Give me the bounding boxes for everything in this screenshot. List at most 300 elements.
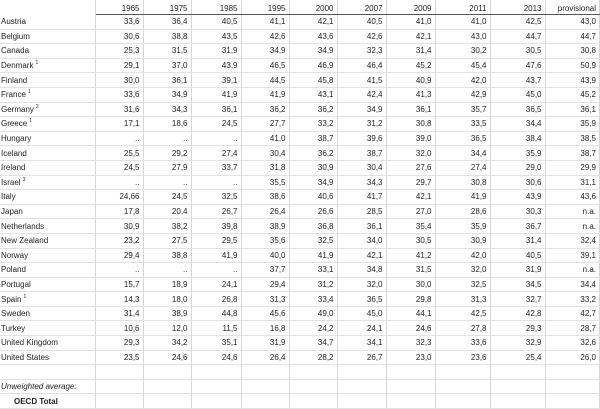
- value-cell: 30,5: [386, 233, 435, 248]
- value-cell: 42,7: [545, 306, 600, 321]
- empty-cell: [490, 379, 545, 394]
- value-cell: ..: [191, 175, 241, 190]
- value-cell: 31,8: [241, 160, 289, 175]
- table-row: [0, 277, 600, 292]
- value-cell: 28,2: [289, 350, 337, 365]
- value-cell: 46,5: [241, 58, 289, 73]
- value-cell: 36,1: [143, 73, 191, 88]
- table-row: [0, 29, 600, 44]
- country-name: Netherlands: [1, 221, 45, 231]
- value-cell: 32,9: [490, 336, 545, 351]
- column-header: 1965: [95, 0, 143, 15]
- value-cell: 29,7: [386, 175, 435, 190]
- value-cell: 26,4: [241, 350, 289, 365]
- table-row: [0, 87, 600, 102]
- value-cell: 33,6: [95, 87, 143, 102]
- value-cell: 41,1: [241, 15, 289, 30]
- value-cell: ..: [143, 131, 191, 146]
- value-cell: ..: [143, 175, 191, 190]
- empty-cell: [435, 394, 490, 409]
- value-cell: 40,6: [289, 190, 337, 205]
- table-row: [0, 204, 600, 219]
- value-cell: 45,4: [435, 58, 490, 73]
- value-cell: 42,6: [337, 29, 386, 44]
- value-cell: 32,6: [545, 336, 600, 351]
- table-row: [0, 117, 600, 132]
- table-row: [0, 233, 600, 248]
- table-row: [0, 263, 600, 278]
- value-cell: 11,5: [191, 321, 241, 336]
- value-cell: 30,4: [337, 160, 386, 175]
- value-cell: 36,1: [386, 102, 435, 117]
- empty-cell: [545, 379, 600, 394]
- value-cell: 34,3: [337, 175, 386, 190]
- value-cell: 25,3: [95, 44, 143, 59]
- value-cell: 40,5: [337, 15, 386, 30]
- value-cell: 31,3: [435, 292, 490, 307]
- value-cell: 23,5: [95, 350, 143, 365]
- value-cell: 43,0: [545, 15, 600, 30]
- country-cell: [0, 219, 95, 234]
- table-row: [0, 336, 600, 351]
- empty-cell: [191, 365, 241, 380]
- value-cell: 31,4: [490, 233, 545, 248]
- value-cell: 17,8: [95, 204, 143, 219]
- value-cell: 29,2: [143, 146, 191, 161]
- country-name: Spain: [1, 294, 22, 304]
- empty-cell: [337, 365, 386, 380]
- value-cell: 41,0: [386, 15, 435, 30]
- value-cell: 44,1: [386, 306, 435, 321]
- value-cell: 31,9: [191, 44, 241, 59]
- value-cell: 32,3: [386, 336, 435, 351]
- value-cell: 38,5: [545, 131, 600, 146]
- empty-cell: [289, 379, 337, 394]
- value-cell: 44,8: [191, 306, 241, 321]
- country-name: Canada: [1, 46, 30, 56]
- table-row: [0, 350, 600, 365]
- value-cell: 40,5: [191, 15, 241, 30]
- value-cell: 38,4: [490, 131, 545, 146]
- table-row: [0, 15, 600, 30]
- empty-cell: [435, 379, 490, 394]
- value-cell: 29,5: [191, 233, 241, 248]
- value-cell: 28,5: [337, 204, 386, 219]
- value-cell: 45,6: [241, 306, 289, 321]
- value-cell: 35,9: [545, 117, 600, 132]
- blank-row: [0, 365, 600, 380]
- header-country: [0, 0, 95, 15]
- value-cell: 42,1: [386, 29, 435, 44]
- value-cell: 33,7: [191, 160, 241, 175]
- value-cell: 34,2: [143, 336, 191, 351]
- value-cell: 45,0: [490, 87, 545, 102]
- value-cell: 38,9: [143, 306, 191, 321]
- value-cell: 42,8: [490, 306, 545, 321]
- value-cell: 23,0: [386, 350, 435, 365]
- value-cell: 34,9: [241, 44, 289, 59]
- value-cell: 23,6: [435, 350, 490, 365]
- empty-cell: [289, 394, 337, 409]
- country-cell: [0, 248, 95, 263]
- value-cell: 27,0: [386, 204, 435, 219]
- value-cell: 24,6: [386, 321, 435, 336]
- value-cell: 29,4: [241, 277, 289, 292]
- value-cell: 43,5: [191, 29, 241, 44]
- value-cell: 30,0: [386, 277, 435, 292]
- value-cell: 32,5: [289, 233, 337, 248]
- empty-cell: [191, 394, 241, 409]
- value-cell: 24,1: [337, 321, 386, 336]
- value-cell: 29,1: [95, 58, 143, 73]
- footnote-marker: 1: [29, 118, 33, 125]
- value-cell: 26,4: [241, 204, 289, 219]
- empty-cell: [241, 394, 289, 409]
- value-cell: 39,8: [191, 219, 241, 234]
- value-cell: 30,9: [435, 233, 490, 248]
- value-cell: 41,5: [337, 73, 386, 88]
- value-cell: 25,4: [490, 350, 545, 365]
- value-cell: 39,1: [545, 248, 600, 263]
- value-cell: 14,3: [95, 292, 143, 307]
- value-cell: 30,5: [490, 44, 545, 59]
- value-cell: 31,5: [386, 263, 435, 278]
- country-cell: [0, 15, 95, 30]
- value-cell: 36,2: [241, 102, 289, 117]
- value-cell: 42,5: [435, 306, 490, 321]
- value-cell: 17,1: [95, 117, 143, 132]
- empty-cell: [490, 365, 545, 380]
- total-label: OECD Total: [0, 394, 95, 409]
- value-cell: 38,8: [143, 29, 191, 44]
- empty-cell: [95, 394, 143, 409]
- country-cell: [0, 277, 95, 292]
- value-cell: 33,4: [289, 292, 337, 307]
- country-cell: [0, 175, 95, 190]
- value-cell: 36,2: [289, 146, 337, 161]
- value-cell: 31,2: [289, 277, 337, 292]
- value-cell: 38,8: [143, 248, 191, 263]
- value-cell: 10,6: [95, 321, 143, 336]
- empty-cell: [435, 365, 490, 380]
- value-cell: 24,5: [191, 117, 241, 132]
- value-cell: 30,0: [95, 73, 143, 88]
- value-cell: 29,0: [490, 160, 545, 175]
- value-cell: 27,7: [241, 117, 289, 132]
- empty-cell: [143, 394, 191, 409]
- empty-cell: [337, 394, 386, 409]
- column-header: 2013: [490, 0, 545, 15]
- value-cell: 39,1: [191, 73, 241, 88]
- value-cell: 32,5: [191, 190, 241, 205]
- value-cell: 15,7: [95, 277, 143, 292]
- value-cell: 30,8: [545, 44, 600, 59]
- value-cell: 36,7: [490, 219, 545, 234]
- value-cell: 36,8: [289, 219, 337, 234]
- value-cell: 42,1: [386, 190, 435, 205]
- value-cell: ..: [143, 263, 191, 278]
- table-row: [0, 321, 600, 336]
- value-cell: 34,9: [289, 44, 337, 59]
- value-cell: 26,7: [337, 350, 386, 365]
- value-cell: 34,7: [289, 336, 337, 351]
- column-header: 2007: [337, 0, 386, 15]
- value-cell: 36,5: [490, 102, 545, 117]
- value-cell: 32,5: [435, 277, 490, 292]
- value-cell: 27,9: [143, 160, 191, 175]
- value-cell: 20,4: [143, 204, 191, 219]
- value-cell: 38,7: [289, 131, 337, 146]
- value-cell: 37,7: [241, 263, 289, 278]
- country-name: Turkey: [1, 323, 26, 333]
- value-cell: n.a.: [545, 204, 600, 219]
- value-cell: 34,1: [337, 336, 386, 351]
- value-cell: 35,6: [241, 233, 289, 248]
- value-cell: ..: [191, 131, 241, 146]
- country-name: Austria: [1, 17, 26, 27]
- value-cell: n.a.: [545, 263, 600, 278]
- value-cell: 18,9: [143, 277, 191, 292]
- value-cell: 45,2: [386, 58, 435, 73]
- value-cell: 41,9: [191, 248, 241, 263]
- value-cell: 36,1: [337, 219, 386, 234]
- value-cell: 43,9: [545, 73, 600, 88]
- value-cell: 43,9: [191, 58, 241, 73]
- country-cell: [0, 29, 95, 44]
- country-cell: [0, 321, 95, 336]
- table-row: [0, 292, 600, 307]
- country-cell: [0, 160, 95, 175]
- value-cell: 32,4: [545, 233, 600, 248]
- value-cell: 29,3: [95, 336, 143, 351]
- value-cell: ..: [95, 131, 143, 146]
- value-cell: 26,0: [545, 350, 600, 365]
- value-cell: 27,5: [143, 233, 191, 248]
- value-cell: 24,5: [95, 160, 143, 175]
- value-cell: 34,0: [337, 233, 386, 248]
- country-cell: [0, 73, 95, 88]
- value-cell: 34,9: [289, 175, 337, 190]
- value-cell: 39,0: [386, 131, 435, 146]
- country-cell: [0, 190, 95, 205]
- value-cell: 38,2: [143, 219, 191, 234]
- footnote-marker: 1: [27, 89, 31, 96]
- value-cell: 26,6: [289, 204, 337, 219]
- table-row: [0, 248, 600, 263]
- value-cell: 24,66: [95, 190, 143, 205]
- country-name: Finland: [1, 75, 28, 85]
- value-cell: 45,2: [545, 87, 600, 102]
- value-cell: 30,3: [490, 204, 545, 219]
- table-row: [0, 190, 600, 205]
- value-cell: 31,1: [545, 175, 600, 190]
- value-cell: 42,9: [435, 87, 490, 102]
- country-cell: [0, 350, 95, 365]
- value-cell: 23,2: [95, 233, 143, 248]
- value-cell: 41,3: [386, 87, 435, 102]
- country-name: New Zealand: [1, 236, 49, 246]
- value-cell: 34,4: [545, 277, 600, 292]
- value-cell: 24,1: [191, 277, 241, 292]
- value-cell: 42,0: [435, 73, 490, 88]
- value-cell: 28,6: [435, 204, 490, 219]
- country-name: Sweden: [1, 309, 30, 319]
- footnote-marker: 3: [22, 176, 26, 183]
- value-cell: 43,0: [435, 29, 490, 44]
- value-cell: 43,9: [490, 190, 545, 205]
- table-row: [0, 146, 600, 161]
- footnote-marker: 2: [35, 103, 39, 110]
- value-cell: 30,9: [289, 160, 337, 175]
- value-cell: 41,2: [386, 248, 435, 263]
- value-cell: 33,6: [95, 15, 143, 30]
- column-header: 1995: [241, 0, 289, 15]
- column-header: 2011: [435, 0, 490, 15]
- value-cell: 33,5: [435, 117, 490, 132]
- value-cell: 49,0: [289, 306, 337, 321]
- value-cell: 35,7: [435, 102, 490, 117]
- country-name: Denmark: [1, 61, 34, 71]
- section-row: [0, 394, 600, 409]
- empty-cell: [95, 379, 143, 394]
- value-cell: 42,0: [435, 248, 490, 263]
- table-row: [0, 102, 600, 117]
- value-cell: 33,6: [435, 336, 490, 351]
- value-cell: 33,2: [289, 117, 337, 132]
- value-cell: 30,6: [490, 175, 545, 190]
- value-cell: 46,4: [337, 58, 386, 73]
- column-header: 2009: [386, 0, 435, 15]
- empty-cell: [386, 365, 435, 380]
- value-cell: 38,9: [241, 219, 289, 234]
- value-cell: 31,3: [241, 292, 289, 307]
- value-cell: 44,5: [241, 73, 289, 88]
- value-cell: 18,0: [143, 292, 191, 307]
- value-cell: 39,6: [337, 131, 386, 146]
- country-cell: [0, 146, 95, 161]
- empty-cell: [386, 379, 435, 394]
- country-name: Israel: [1, 177, 21, 187]
- value-cell: 31,9: [241, 336, 289, 351]
- empty-cell: [241, 379, 289, 394]
- value-cell: 33,1: [289, 263, 337, 278]
- empty-cell: [95, 365, 143, 380]
- country-cell: [0, 44, 95, 59]
- value-cell: n.a.: [545, 219, 600, 234]
- empty-cell: [545, 365, 600, 380]
- country-cell: [0, 87, 95, 102]
- value-cell: 31,2: [337, 117, 386, 132]
- value-cell: 30,9: [95, 219, 143, 234]
- value-cell: 35,9: [435, 219, 490, 234]
- value-cell: 32,3: [337, 44, 386, 59]
- value-cell: 30,8: [435, 175, 490, 190]
- value-cell: 42,5: [490, 15, 545, 30]
- country-name: United States: [1, 352, 50, 362]
- value-cell: 46,9: [289, 58, 337, 73]
- value-cell: 32,0: [337, 277, 386, 292]
- value-cell: 30,8: [386, 117, 435, 132]
- value-cell: 45,8: [289, 73, 337, 88]
- value-cell: 30,6: [95, 29, 143, 44]
- value-cell: 41,0: [241, 131, 289, 146]
- country-name: Norway: [1, 250, 29, 260]
- value-cell: 41,9: [241, 87, 289, 102]
- empty-cell: [241, 365, 289, 380]
- country-cell: [0, 102, 95, 117]
- country-cell: [0, 204, 95, 219]
- value-cell: 27,8: [435, 321, 490, 336]
- table-row: [0, 219, 600, 234]
- section-label: Unweighted average:: [0, 379, 95, 394]
- empty-cell: [386, 394, 435, 409]
- table-row: [0, 306, 600, 321]
- value-cell: 43,1: [289, 87, 337, 102]
- country-name: Japan: [1, 207, 23, 217]
- value-cell: 24,6: [191, 350, 241, 365]
- value-cell: 33,2: [545, 292, 600, 307]
- value-cell: 35,1: [191, 336, 241, 351]
- country-name: Germany: [1, 104, 34, 114]
- value-cell: ..: [95, 263, 143, 278]
- country-name: Greece: [1, 119, 28, 129]
- value-cell: 32,0: [435, 263, 490, 278]
- country-name: Iceland: [1, 148, 27, 158]
- value-cell: 38,6: [241, 190, 289, 205]
- footnote-marker: 1: [23, 293, 27, 300]
- country-cell: [0, 263, 95, 278]
- column-header: 1975: [143, 0, 191, 15]
- value-cell: 31,4: [95, 306, 143, 321]
- value-cell: 41,9: [191, 87, 241, 102]
- country-cell: [0, 336, 95, 351]
- value-cell: 18,6: [143, 117, 191, 132]
- value-cell: 29,8: [386, 292, 435, 307]
- value-cell: 26,8: [191, 292, 241, 307]
- empty-cell: [191, 379, 241, 394]
- value-cell: 32,7: [490, 292, 545, 307]
- country-cell: [0, 306, 95, 321]
- value-cell: 29,9: [545, 160, 600, 175]
- value-cell: 42,1: [337, 248, 386, 263]
- value-cell: 26,7: [191, 204, 241, 219]
- country-cell: [0, 131, 95, 146]
- country-cell: [0, 292, 95, 307]
- value-cell: 35,5: [241, 175, 289, 190]
- value-cell: 31,5: [143, 44, 191, 59]
- value-cell: 31,6: [95, 102, 143, 117]
- empty-cell: [289, 365, 337, 380]
- value-cell: 27,4: [191, 146, 241, 161]
- country-name: Italy: [1, 192, 16, 202]
- value-cell: 34,9: [337, 102, 386, 117]
- value-cell: 12,0: [143, 321, 191, 336]
- header-row: [0, 0, 600, 15]
- value-cell: ..: [191, 263, 241, 278]
- country-name: Belgium: [1, 31, 30, 41]
- table-row: [0, 73, 600, 88]
- country-name: Poland: [1, 265, 26, 275]
- column-header: 1985: [191, 0, 241, 15]
- value-cell: 34,4: [435, 146, 490, 161]
- value-cell: 34,9: [143, 87, 191, 102]
- empty-cell: [143, 379, 191, 394]
- value-cell: 24,5: [143, 190, 191, 205]
- value-cell: 25,5: [95, 146, 143, 161]
- value-cell: 31,4: [386, 44, 435, 59]
- value-cell: 34,3: [143, 102, 191, 117]
- value-cell: 34,5: [490, 277, 545, 292]
